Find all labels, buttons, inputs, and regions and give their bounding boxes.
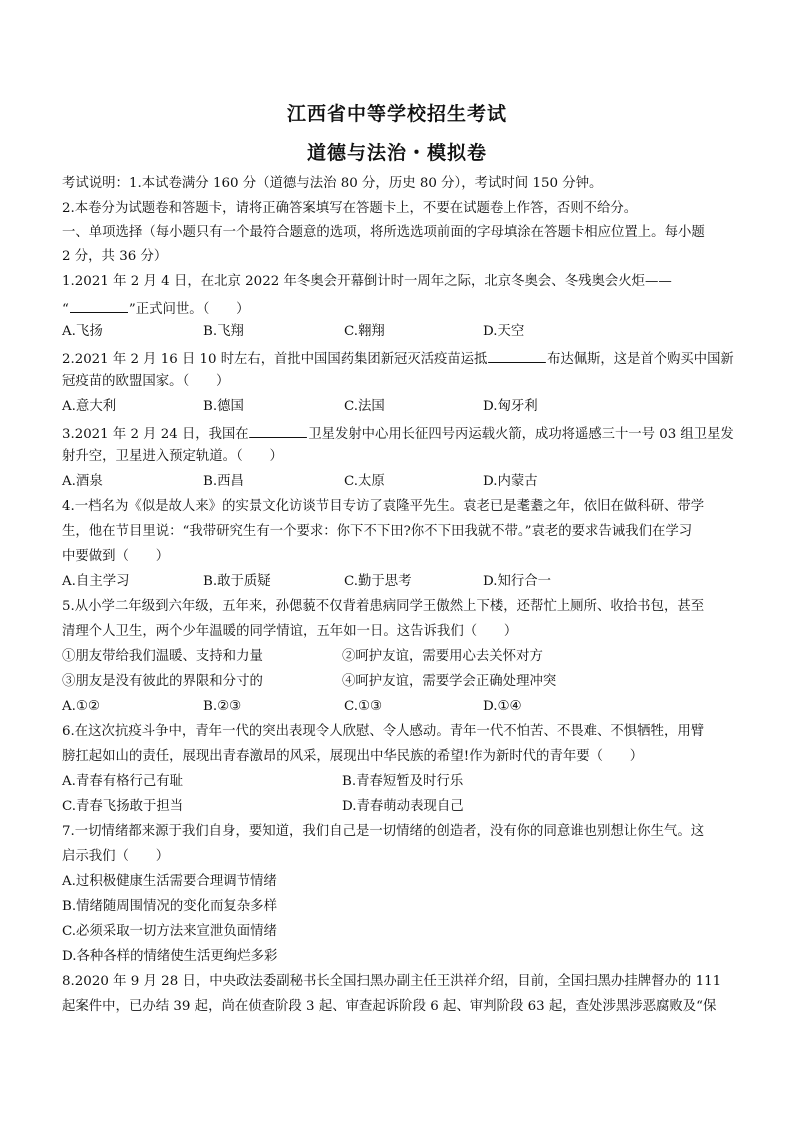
question-5-options [62,698,742,716]
question-3-options [62,473,742,491]
question-5-option-b[interactable]: B.②③ [203,699,242,714]
instructions-line-1: 考试说明：1.本试卷满分 160 分（道德与法治 80 分，历史 80 分），考试时间 150 分钟。 [62,176,603,191]
question-1-line-1: 1.2021 年 2 月 4 日，在北京 2022 年冬奥会开幕倒计时一周年之际，北京冬奥会、冬残奥会火炬—— [62,274,672,289]
question-1-option-c[interactable]: C.翱翔 [344,324,385,339]
question-6-option-d[interactable]: D.青春萌动表现自己 [342,799,464,814]
question-7-option-a[interactable]: A.过积极健康生活需要合理调节情绪 [62,874,277,889]
question-2-option-b[interactable]: B.德国 [203,399,244,414]
question-5-option-d[interactable]: D.①④ [483,699,522,714]
question-1-option-b[interactable]: B.飞翔 [203,324,244,339]
question-1-line-2 [62,298,250,319]
question-4-option-a[interactable]: A.自主学习 [62,574,130,589]
question-2-option-d[interactable]: D.匈牙利 [483,399,538,414]
question-2-option-a[interactable]: A.意大利 [62,399,117,414]
question-2-option-c[interactable]: C.法国 [344,399,385,414]
question-4-line-3: 中要做到（ ） [62,549,170,564]
question-5-statement-1: ①朋友带给我们温暖、支持和力量 [62,649,263,664]
question-7-line-2: 启示我们（ ） [62,849,170,864]
question-2-line-2: 冠疫苗的欧盟国家。（ ） [62,374,230,389]
question-7-option-c[interactable]: C.必须采取一切方法来宣泄负面情绪 [62,924,277,939]
question-7-line-1: 7.一切情绪都来源于我们自身，要知道，我们自己是一切情绪的创造者，没有你的同意谁也别想让你生气。这 [62,824,705,839]
question-4-line-1: 4.一档名为《似是故人来》的实景文化访谈节目专访了袁隆平先生。袁老已是耄耋之年，依旧在做科研、带学 [62,499,705,514]
question-4-option-b[interactable]: B.敢于质疑 [203,574,271,589]
question-2-line-1 [62,348,734,369]
question-4-line-2: 生，他在节目里说：“我带研究生有一个要求：你下不下田?你不下田我就不带。”袁老的要求告诫我们在学习 [62,524,693,539]
question-1-option-a[interactable]: A.飞扬 [62,324,103,339]
question-6-options-row-1 [62,773,742,791]
question-5-statement-2: ②呵护友谊，需要用心去关怀对方 [342,649,543,664]
question-5-statement-4: ④呵护友谊，需要学会正确处理冲突 [342,674,557,689]
question-3-line-2: 射升空，卫星进入预定轨道。（ ） [62,449,283,464]
question-7-option-d[interactable]: D.各种各样的情绪使生活更绚烂多彩 [62,949,278,964]
question-2-answer-blank [488,348,546,363]
question-3-option-a[interactable]: A.酒泉 [62,474,103,489]
question-6-option-b[interactable]: B.青春短暂及时行乐 [342,774,464,789]
question-6-option-c[interactable]: C.青春飞扬敢于担当 [62,799,184,814]
exam-subtitle: 道德与法治・模拟卷 [306,142,487,164]
question-1-answer-blank [70,298,128,313]
question-1-options [62,323,742,341]
question-8-line-1: 8.2020 年 9 月 28 日，中央政法委副秘书长全国扫黑办副主任王洪祥介绍，目前，全国扫黑办挂牌督办的 111 [62,974,722,989]
question-6-option-a[interactable]: A.青春有格行己有耻 [62,774,184,789]
question-4-option-d[interactable]: D.知行合一 [483,574,552,589]
question-3-line-1 [62,423,734,444]
question-5-statements-row-2 [62,673,742,691]
question-6-options-row-2 [62,798,742,816]
question-3-option-d[interactable]: D.内蒙古 [483,474,538,489]
question-6-line-2: 膀扛起如山的责任，展现出青春激昂的风采，展现出中华民族的希望!作为新时代的青年要（ ） [62,749,644,764]
question-6-line-1: 6.在这次抗疫斗争中，青年一代的突出表现令人欣慰、令人感动。青年一代不怕苦、不畏难、不惧牺牲，用臂 [62,724,705,739]
question-5-statements-row-1 [62,648,742,666]
question-5-option-c[interactable]: C.①③ [344,699,383,714]
question-2-line-1-rest: 布达佩斯，这是首个购买中国新 [547,352,734,367]
question-1-option-d[interactable]: D.天空 [483,324,525,339]
question-2-line-1-start: 2.2021 年 2 月 16 日 10 时左右，首批中国国药集团新冠灭活疫苗运抵 [62,352,488,367]
question-5-line-2: 清理个人卫生，两个少年温暖的同学情谊，五年如一日。这告诉我们（ ） [62,624,518,639]
instructions-line-2: 2.本卷分为试题卷和答题卡，请将正确答案填写在答题卡上，不要在试题卷上作答，否则不给分。 [62,201,638,216]
question-5-option-a[interactable]: A.①② [62,699,100,714]
question-8-line-2: 起案件中，已办结 39 起，尚在侦查阶段 3 起、审查起诉阶段 6 起、审判阶段 63 起，查处涉黑涉恶腐败及“保 [62,999,717,1014]
question-7-option-b[interactable]: B.情绪随周围情况的变化而复杂多样 [62,899,277,914]
question-1-line-2-rest: ”正式问世。（ ） [128,302,250,317]
question-4-options [62,573,742,591]
question-5-statement-3: ③朋友是没有彼此的界限和分寸的 [62,674,263,689]
question-3-answer-blank [250,423,308,438]
question-5-line-1: 5.从小学二年级到六年级，五年来，孙偲藐不仅背着患病同学王傲然上下楼，还帮忙上厕所、收拾书包，甚至 [62,599,705,614]
question-3-line-1-rest: 卫星发射中心用长征四号丙运载火箭，成功将遥感三十一号 03 组卫星发 [308,427,734,442]
question-3-option-c[interactable]: C.太原 [344,474,385,489]
section-heading-line-2: 2 分，共 36 分） [62,249,168,264]
question-2-options [62,398,742,416]
question-1-open-quote: “ [62,302,69,317]
question-3-line-1-start: 3.2021 年 2 月 24 日，我国在 [62,427,249,442]
question-3-option-b[interactable]: B.西昌 [203,474,244,489]
question-4-option-c[interactable]: C.勤于思考 [344,574,412,589]
section-heading-line-1: 一、单项选择（每小题只有一个最符合题意的选项，将所选选项前面的字母填涂在答题卡相应位置上。每小题 [62,225,705,240]
exam-title: 江西省中等学校招生考试 [286,103,507,125]
